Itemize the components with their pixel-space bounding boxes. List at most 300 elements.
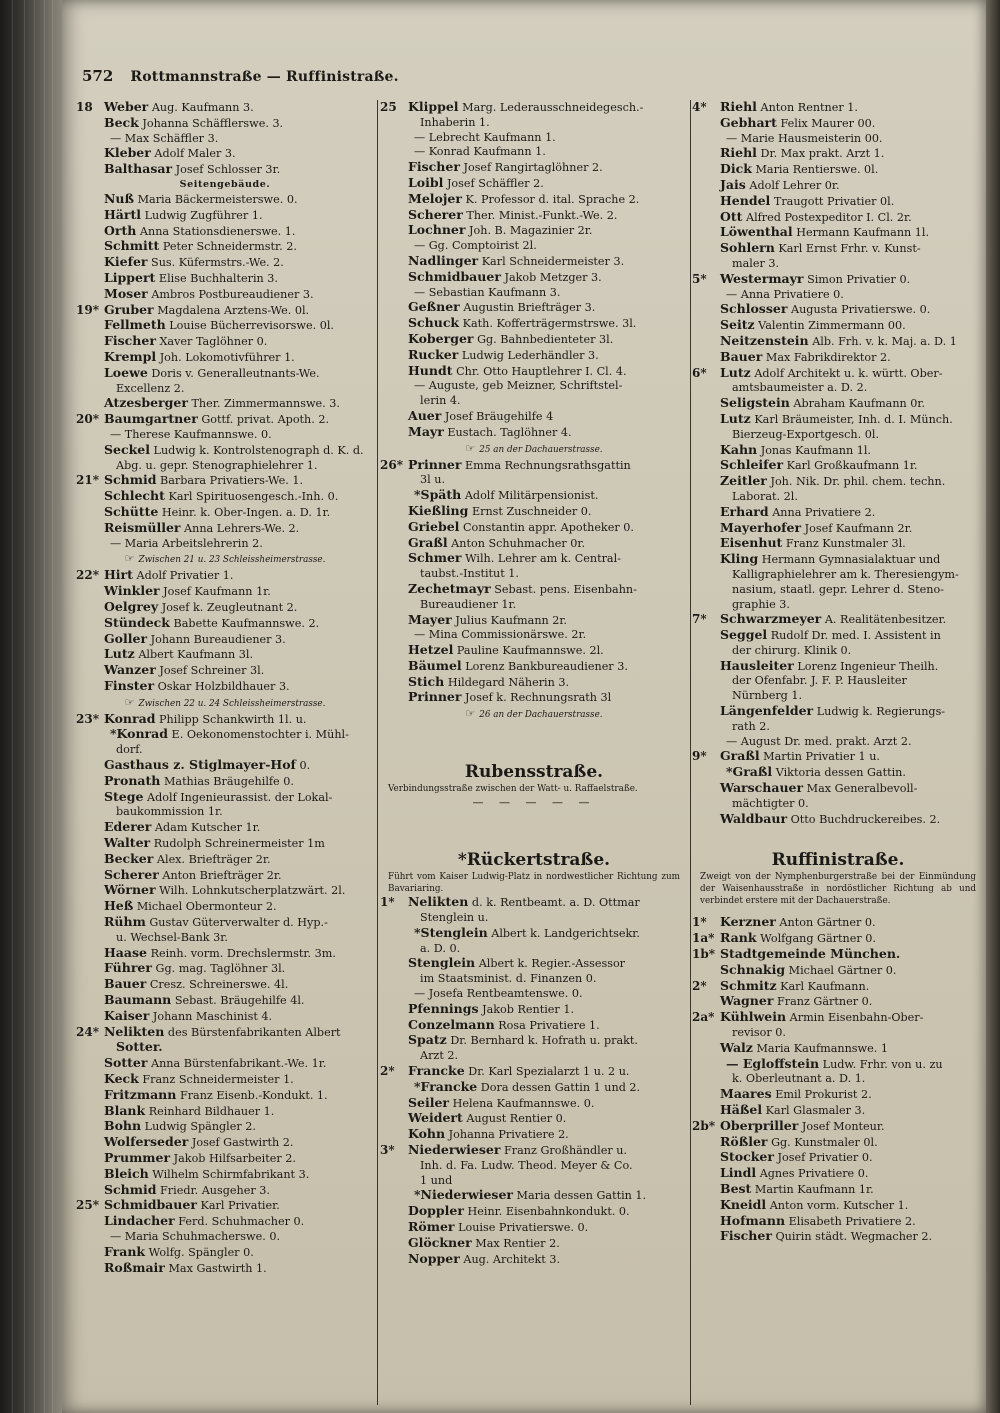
resident-detail: Sebast. pens. Eisenbahn- bbox=[494, 582, 637, 596]
resident-detail: Franz Schneidermeister 1. bbox=[142, 1073, 294, 1087]
directory-entry bbox=[80, 334, 370, 350]
resident-name: Bäumel bbox=[408, 657, 462, 673]
street-description: Verbindungsstraße zwischen der Watt- u. Raffaelstraße. bbox=[388, 784, 638, 795]
directory-entry bbox=[696, 659, 980, 675]
directory-entry bbox=[80, 1151, 370, 1167]
resident-name: Wanzer bbox=[104, 662, 156, 678]
resident-name: Westermayr bbox=[720, 270, 804, 286]
directory-entry bbox=[692, 748, 980, 765]
resident-detail: Gg. Kunstmaler 0l. bbox=[771, 1135, 878, 1149]
resident-name: Erhard bbox=[720, 503, 769, 519]
resident-detail: Jakob Rentier 1. bbox=[482, 1002, 575, 1016]
resident-name: Balthasar bbox=[104, 161, 173, 177]
directory-entry bbox=[384, 1204, 684, 1220]
resident-detail: Anton Rentner 1. bbox=[760, 101, 858, 114]
directory-entry bbox=[384, 348, 684, 364]
directory-entry bbox=[80, 1104, 370, 1120]
resident-detail: Anna Privatiere 2. bbox=[772, 505, 876, 519]
resident-detail: Rudolph Schreinermeister 1m bbox=[153, 837, 325, 851]
directory-entry bbox=[696, 1166, 980, 1182]
directory-entry bbox=[696, 116, 980, 132]
resident-detail: Karl Spirituosengesch.-Inh. 0. bbox=[168, 490, 339, 504]
resident-detail: Josef Schlosser 3r. bbox=[175, 163, 281, 177]
resident-detail: Josef k. Rechnungsrath 3l bbox=[465, 691, 612, 705]
resident-detail: Sus. Küfermstrs.-We. 2. bbox=[151, 256, 284, 270]
resident-detail: Jakob Hilfsarbeiter 2. bbox=[173, 1152, 296, 1165]
house-number: 26* bbox=[380, 457, 403, 472]
house-number: 1* bbox=[692, 915, 707, 930]
directory-entry bbox=[696, 689, 980, 704]
directory-entry bbox=[384, 911, 684, 926]
resident-name: Finster bbox=[104, 677, 155, 693]
directory-entry bbox=[80, 961, 370, 977]
resident-name: Lutz bbox=[104, 646, 135, 662]
resident-name: Hirt bbox=[104, 567, 133, 583]
directory-entry bbox=[80, 1245, 370, 1261]
house-number: 20* bbox=[76, 412, 99, 427]
resident-detail: Wilh. Lohnkutscherplatzwärt. 2l. bbox=[159, 884, 346, 898]
directory-entry bbox=[384, 1002, 684, 1018]
note-text: 26 an der Dachauerstrasse. bbox=[479, 710, 603, 721]
resident-detail: Johanna Privatiere 2. bbox=[448, 1128, 569, 1142]
resident-detail: Alfred Postexpeditor I. Cl. 2r. bbox=[746, 210, 912, 224]
resident-detail: Alex. Briefträger 2r. bbox=[156, 852, 271, 866]
resident-name: Rühm bbox=[104, 914, 146, 930]
resident-detail: amtsbaumeister a. D. 2. bbox=[732, 381, 868, 395]
directory-entry bbox=[80, 382, 370, 397]
resident-name: Bleich bbox=[104, 1165, 149, 1181]
directory-entry bbox=[384, 192, 684, 208]
resident-name: Mayer bbox=[408, 611, 452, 627]
page-number: 572 bbox=[82, 67, 114, 85]
resident-detail: Kalligraphielehrer am k. Theresiengym- bbox=[732, 567, 959, 581]
resident-detail: Karl Glasmaler 3. bbox=[765, 1104, 866, 1118]
resident-name: Fellmeth bbox=[104, 317, 166, 333]
directory-entry bbox=[80, 758, 370, 774]
resident-name: Gasthaus z. Stiglmayer-Hof bbox=[104, 757, 296, 773]
directory-entry bbox=[76, 472, 370, 489]
directory-entry bbox=[696, 257, 980, 272]
directory-entry bbox=[384, 254, 684, 270]
resident-detail: Peter Schneidermstr. 2. bbox=[162, 240, 297, 254]
directory-entry bbox=[80, 208, 370, 224]
house-number: 2* bbox=[692, 978, 707, 993]
resident-detail: nasium, staatl. gepr. Lehrer d. Steno- bbox=[732, 582, 944, 596]
resident-name: Winkler bbox=[104, 583, 160, 599]
directory-entry bbox=[80, 805, 370, 820]
resident-detail: Max Gastwirth 1. bbox=[168, 1261, 267, 1275]
resident-detail: Anton Gärtner 0. bbox=[779, 916, 876, 930]
resident-detail: Adolf Lehrer 0r. bbox=[749, 178, 840, 192]
resident-detail: Anton vorm. Kutscher 1. bbox=[769, 1198, 909, 1212]
resident-detail: Karl Bräumeister, Inh. d. I. Münch. bbox=[754, 412, 953, 426]
resident-name: *Späth bbox=[414, 487, 462, 503]
resident-detail: Emma Rechnungsrathsgattin bbox=[465, 458, 631, 472]
resident-name: Zechetmayr bbox=[408, 580, 491, 596]
resident-detail: Karl Privatier. bbox=[200, 1199, 280, 1213]
resident-detail: Augustin Briefträger 3. bbox=[463, 301, 596, 315]
resident-name: Pronath bbox=[104, 772, 161, 788]
house-number: 19* bbox=[76, 302, 99, 317]
house-number: 2a* bbox=[692, 1010, 715, 1025]
directory-entry bbox=[80, 647, 370, 663]
directory-entry bbox=[80, 790, 370, 806]
directory-entry bbox=[80, 743, 370, 758]
directory-entry bbox=[384, 116, 684, 131]
resident-name: Führer bbox=[104, 960, 152, 976]
resident-detail: Viktoria dessen Gattin. bbox=[775, 766, 906, 780]
resident-name: Seiler bbox=[408, 1094, 450, 1110]
resident-detail: Maria dessen Gattin 1. bbox=[516, 1189, 647, 1203]
resident-detail: Babette Kaufmannswe. 2. bbox=[173, 616, 320, 630]
directory-entry bbox=[80, 521, 370, 537]
building-subheading: Seitengebäude. bbox=[179, 178, 271, 190]
resident-detail: Max Generalbevoll- bbox=[806, 782, 918, 796]
resident-name: Ederer bbox=[104, 819, 152, 835]
resident-detail: Stenglein u. bbox=[420, 911, 489, 925]
directory-entry bbox=[696, 1087, 980, 1103]
resident-name: Gruber bbox=[104, 301, 154, 317]
directory-entry bbox=[80, 1009, 370, 1025]
directory-entry bbox=[696, 1026, 980, 1041]
resident-name: Roßmair bbox=[104, 1259, 165, 1275]
directory-entry bbox=[692, 930, 980, 947]
directory-entry bbox=[384, 1127, 684, 1143]
resident-name: Kleber bbox=[104, 145, 151, 161]
resident-detail: Ludwig Zugführer 1. bbox=[144, 208, 263, 222]
resident-name: Lindl bbox=[720, 1165, 757, 1181]
resident-detail: Arzt 2. bbox=[420, 1049, 459, 1063]
resident-detail: Anna Lehrers-We. 2. bbox=[184, 521, 300, 535]
resident-detail: Ther. Minist.-Funkt.-We. 2. bbox=[466, 208, 618, 222]
directory-entry bbox=[696, 628, 980, 644]
resident-name: Neitzenstein bbox=[720, 332, 809, 348]
resident-detail: Wolfg. Spängler 0. bbox=[148, 1245, 254, 1259]
resident-detail: der chirurg. Klinik 0. bbox=[732, 643, 852, 657]
resident-detail: Albert Kaufmann 3l. bbox=[138, 648, 254, 662]
directory-entry bbox=[80, 146, 370, 162]
resident-detail: A. Realitätenbesitzer. bbox=[824, 613, 947, 627]
resident-detail: Wolfgang Gärtner 0. bbox=[760, 932, 876, 946]
directory-entry bbox=[384, 1159, 684, 1174]
resident-detail: Julius Kaufmann 2r. bbox=[455, 613, 568, 627]
directory-entry bbox=[384, 1111, 684, 1127]
resident-name: Schleifer bbox=[720, 457, 784, 473]
resident-detail: Simon Privatier 0. bbox=[807, 272, 911, 286]
cross-street-note bbox=[80, 695, 370, 712]
resident-name: Stadtgemeinde München. bbox=[720, 946, 901, 962]
resident-detail: Heinr. Eisenbahnkondukt. 0. bbox=[467, 1205, 630, 1219]
directory-entry bbox=[384, 316, 684, 332]
resident-detail: — Max Schäffler 3. bbox=[110, 131, 219, 145]
directory-entry bbox=[384, 300, 684, 316]
directory-entry bbox=[696, 288, 980, 303]
directory-entry bbox=[696, 1182, 980, 1198]
resident-detail: Hermann Gymnasialaktuar und bbox=[761, 553, 941, 567]
directory-entry bbox=[76, 1023, 370, 1041]
resident-detail: K. Professor d. ital. Sprache 2. bbox=[465, 192, 640, 206]
directory-entry bbox=[80, 505, 370, 521]
directory-entry bbox=[696, 704, 980, 720]
resident-name: Glöckner bbox=[408, 1234, 472, 1250]
column-rule bbox=[690, 100, 691, 1405]
directory-entry bbox=[384, 208, 684, 224]
directory-entry bbox=[692, 1117, 980, 1135]
directory-entry bbox=[384, 972, 684, 987]
resident-detail: Marg. Lederausschneidegesch.- bbox=[462, 101, 644, 114]
resident-detail: Gustav Güterverwalter d. Hyp.- bbox=[149, 916, 328, 930]
resident-name: Griebel bbox=[408, 518, 460, 534]
resident-name: Scherer bbox=[104, 866, 159, 882]
resident-detail: Ludwig k. Regierungs- bbox=[816, 705, 946, 719]
resident-detail: Bureaudiener 1r. bbox=[420, 597, 517, 611]
directory-entry bbox=[384, 131, 684, 146]
resident-detail: Josef Schäffler 2. bbox=[446, 176, 544, 190]
directory-entry bbox=[696, 583, 980, 598]
resident-name: Scherer bbox=[408, 206, 463, 222]
resident-name: Rucker bbox=[408, 346, 459, 362]
resident-name: Kerzner bbox=[720, 914, 776, 930]
directory-entry bbox=[696, 1103, 980, 1119]
resident-detail: graphie 3. bbox=[732, 597, 790, 611]
directory-entry bbox=[80, 600, 370, 616]
house-number: 7* bbox=[692, 612, 707, 627]
resident-name: Fritzmann bbox=[104, 1086, 177, 1102]
directory-entry bbox=[384, 504, 684, 520]
street-heading: *Rückertstraße. bbox=[457, 850, 611, 871]
resident-detail: Franz Eisenb.-Kondukt. 1. bbox=[179, 1088, 328, 1102]
house-number: 9* bbox=[692, 749, 707, 764]
resident-name: Nadlinger bbox=[408, 252, 479, 268]
house-number: 24* bbox=[76, 1024, 99, 1039]
resident-name: Schmid bbox=[104, 472, 157, 488]
section-spacer bbox=[384, 811, 684, 849]
directory-entry bbox=[76, 567, 370, 584]
directory-entry bbox=[80, 727, 370, 743]
resident-name: Geßner bbox=[408, 299, 460, 315]
resident-detail: im Staatsminist. d. Finanzen 0. bbox=[420, 972, 597, 986]
directory-entry bbox=[696, 1072, 980, 1087]
resident-name: Niederwieser bbox=[408, 1142, 501, 1158]
resident-detail: Kath. Kofferträgermstrswe. 3l. bbox=[462, 317, 637, 331]
resident-detail: Adam Kutscher 1r. bbox=[154, 821, 261, 835]
directory-entry bbox=[696, 720, 980, 735]
resident-detail: Barbara Privatiers-We. 1. bbox=[160, 474, 304, 488]
directory-entry bbox=[80, 899, 370, 915]
resident-detail: Franz Kunstmaler 3l. bbox=[785, 537, 906, 551]
directory-entry bbox=[696, 428, 980, 443]
resident-name: Härtl bbox=[104, 206, 142, 222]
resident-detail: Josef Bräugehilfe 4 bbox=[444, 409, 554, 423]
directory-entry bbox=[696, 521, 980, 537]
directory-entry bbox=[696, 1229, 980, 1245]
resident-detail: Aug. Kaufmann 3. bbox=[151, 101, 254, 114]
resident-name: Melojer bbox=[408, 190, 462, 206]
directory-entry bbox=[80, 915, 370, 931]
resident-name: Reismüller bbox=[104, 519, 181, 535]
resident-name: Seggel bbox=[720, 627, 768, 643]
directory-entry bbox=[696, 505, 980, 521]
directory-entry bbox=[696, 132, 980, 147]
directory-entry bbox=[384, 488, 684, 504]
directory-entry bbox=[696, 1135, 980, 1151]
resident-detail: Nürnberg 1. bbox=[732, 689, 803, 703]
pointing-hand-icon: ☞ bbox=[465, 441, 476, 455]
resident-name: Prinner bbox=[408, 689, 462, 705]
resident-detail: Reinh. vorm. Drechslermstr. 3m. bbox=[150, 946, 336, 960]
resident-name: Conzelmann bbox=[408, 1016, 495, 1032]
resident-detail: Inh. d. Fa. Ludw. Theod. Meyer & Co. bbox=[420, 1158, 633, 1172]
directory-entry bbox=[80, 1183, 370, 1199]
resident-detail: Max Rentier 2. bbox=[475, 1236, 560, 1250]
directory-entry bbox=[692, 270, 980, 288]
resident-name: Hofmann bbox=[720, 1212, 786, 1228]
house-number: 25 bbox=[380, 100, 397, 114]
resident-name: Kiefer bbox=[104, 254, 148, 270]
resident-name: Fischer bbox=[408, 159, 460, 175]
directory-entry bbox=[384, 1080, 684, 1096]
cross-street-note bbox=[384, 441, 684, 458]
resident-detail: Inhaberin 1. bbox=[420, 115, 490, 129]
resident-name: Lutz bbox=[720, 364, 751, 380]
resident-detail: Karl Ernst Frhr. v. Kunst- bbox=[778, 242, 921, 256]
directory-entry bbox=[80, 1261, 370, 1277]
resident-detail: Gottf. privat. Apoth. 2. bbox=[201, 413, 330, 427]
resident-name: Atzesberger bbox=[104, 395, 188, 411]
resident-detail: Hildegard Näherin 3. bbox=[447, 675, 570, 689]
resident-name: Jais bbox=[720, 176, 746, 192]
directory-entry bbox=[80, 162, 370, 178]
directory-entry bbox=[80, 318, 370, 334]
directory-entry bbox=[692, 914, 980, 931]
resident-name: Graßl bbox=[408, 534, 448, 550]
resident-detail: Abg. u. gepr. Stenographielehrer 1. bbox=[116, 458, 318, 472]
directory-entry bbox=[80, 820, 370, 836]
resident-detail: Maria Kaufmannswe. 1 bbox=[756, 1041, 888, 1055]
resident-name: Kaiser bbox=[104, 1007, 150, 1023]
directory-entry bbox=[384, 409, 684, 425]
resident-detail: Louise Privatierswe. 0. bbox=[458, 1221, 589, 1235]
directory-entry bbox=[80, 271, 370, 287]
resident-detail: E. Oekonomenstochter i. Mühl- bbox=[171, 728, 349, 742]
house-number: 4* bbox=[692, 100, 707, 114]
resident-detail: Excellenz 2. bbox=[116, 381, 185, 395]
resident-name: Rößler bbox=[720, 1133, 768, 1149]
resident-detail: August Rentier 0. bbox=[466, 1112, 567, 1126]
directory-entry bbox=[696, 1214, 980, 1230]
directory-entry bbox=[692, 611, 980, 628]
directory-entry bbox=[384, 551, 684, 567]
resident-name: Nopper bbox=[408, 1250, 460, 1266]
directory-entry bbox=[80, 350, 370, 366]
directory-entry bbox=[384, 598, 684, 613]
street-heading: Ruffinistraße. bbox=[771, 850, 905, 871]
house-number: 1b* bbox=[692, 947, 716, 962]
resident-detail: Wilh. Lehrer am k. Central- bbox=[465, 552, 621, 566]
house-number: 25* bbox=[76, 1198, 99, 1213]
resident-detail: Josef k. Zeugleutnant 2. bbox=[161, 600, 298, 614]
resident-name: Längenfelder bbox=[720, 703, 814, 719]
directory-entry bbox=[692, 1009, 980, 1026]
resident-detail: Ludwig k. Kontrolstenograph d. K. d. bbox=[153, 443, 364, 457]
directory-entry bbox=[696, 781, 980, 797]
directory-entry bbox=[384, 145, 684, 160]
resident-name: Mayerhofer bbox=[720, 519, 802, 535]
resident-detail: 0. bbox=[299, 759, 311, 773]
directory-entry bbox=[384, 394, 684, 409]
house-number: 6* bbox=[692, 365, 707, 380]
resident-detail: Adolf Militärpensionist. bbox=[464, 489, 599, 503]
directory-entry bbox=[384, 690, 684, 706]
resident-name: Blank bbox=[104, 1102, 146, 1118]
resident-name: Weber bbox=[104, 99, 149, 114]
directory-entry bbox=[384, 1018, 684, 1034]
resident-name: Frank bbox=[104, 1243, 146, 1259]
resident-detail: Franz Gärtner 0. bbox=[776, 995, 873, 1009]
resident-detail: — Anna Privatiere 0. bbox=[726, 287, 844, 301]
resident-detail: Oskar Holzbildhauer 3. bbox=[157, 679, 290, 693]
resident-name: Prinner bbox=[408, 456, 462, 472]
resident-name: Riehl bbox=[720, 145, 757, 161]
resident-name: Orth bbox=[104, 222, 137, 238]
resident-detail: Traugott Privatier 0l. bbox=[773, 194, 895, 208]
resident-detail: Gg. mag. Taglöhner 3l. bbox=[155, 962, 286, 976]
directory-entry bbox=[80, 1119, 370, 1135]
directory-entry bbox=[384, 1188, 684, 1204]
directory-entry bbox=[80, 116, 370, 132]
resident-name: Moser bbox=[104, 285, 148, 301]
resident-detail: Adolf Maler 3. bbox=[154, 147, 236, 161]
resident-detail: Dora dessen Gattin 1 und 2. bbox=[480, 1080, 641, 1094]
resident-detail: Dr. Max prakt. Arzt 1. bbox=[760, 147, 885, 161]
resident-detail: 1 und bbox=[420, 1173, 453, 1187]
resident-name: Seckel bbox=[104, 441, 150, 457]
resident-name: Häßel bbox=[720, 1102, 763, 1118]
resident-name: Haase bbox=[104, 944, 147, 960]
directory-entry bbox=[384, 643, 684, 659]
resident-name: Bauer bbox=[720, 348, 763, 364]
directory-entry bbox=[696, 490, 980, 505]
cross-street-note bbox=[384, 706, 684, 723]
resident-detail: Rosa Privatiere 1. bbox=[498, 1018, 600, 1032]
resident-detail: lerin 4. bbox=[420, 394, 461, 408]
resident-name: Rank bbox=[720, 930, 757, 946]
resident-detail: Josef Monteur. bbox=[801, 1119, 885, 1133]
resident-name: Fischer bbox=[104, 333, 156, 349]
resident-detail: — Lebrecht Kaufmann 1. bbox=[414, 130, 556, 144]
resident-name: Keck bbox=[104, 1071, 139, 1087]
resident-detail: Adolf Ingenieurassist. der Lokal- bbox=[147, 790, 333, 804]
resident-name: Maares bbox=[720, 1086, 772, 1102]
pointing-hand-icon: ☞ bbox=[124, 695, 135, 709]
directory-entry bbox=[80, 679, 370, 695]
resident-detail: Felix Maurer 00. bbox=[780, 116, 876, 130]
resident-detail: Dr. Karl Spezialarzt 1 u. 2 u. bbox=[468, 1065, 630, 1079]
directory-entry bbox=[696, 350, 980, 366]
column-2 bbox=[380, 99, 684, 1267]
directory-entry bbox=[80, 584, 370, 600]
resident-detail: Albert k. Landgerichtsekr. bbox=[491, 926, 640, 940]
resident-detail: Cresz. Schreinerswe. 4l. bbox=[149, 978, 289, 992]
resident-name: Prummer bbox=[104, 1150, 171, 1165]
resident-detail: Ernst Zuschneider 0. bbox=[471, 504, 592, 518]
resident-name: Best bbox=[720, 1181, 752, 1196]
resident-name: Lindacher bbox=[104, 1213, 175, 1229]
directory-entry bbox=[80, 1088, 370, 1104]
directory-entry bbox=[384, 567, 684, 582]
resident-name: Schnakig bbox=[720, 961, 786, 977]
directory-entry bbox=[696, 735, 980, 750]
